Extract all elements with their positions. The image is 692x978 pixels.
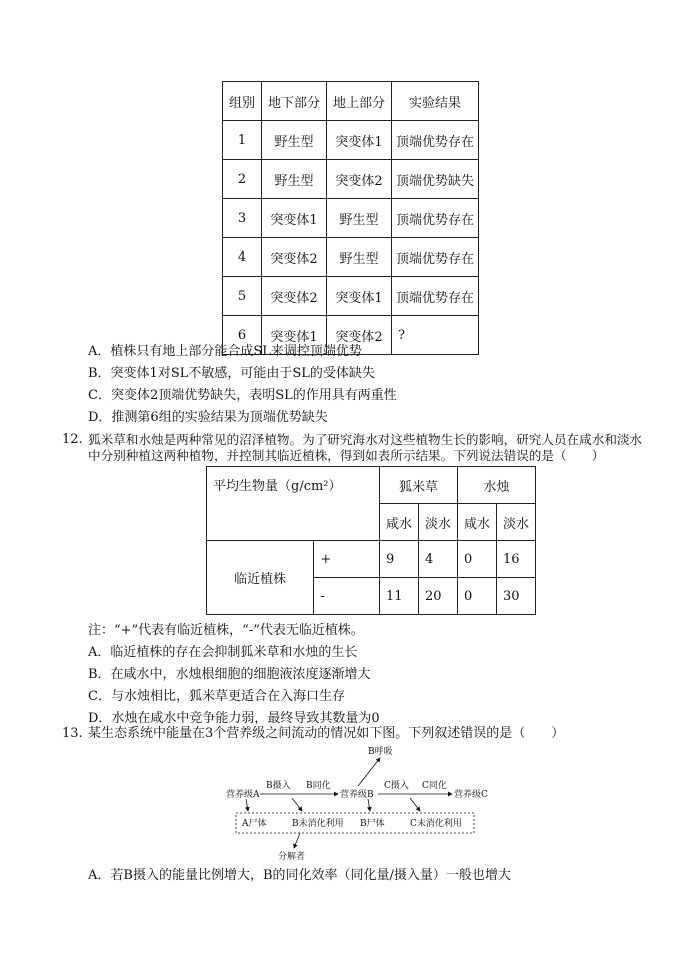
q11-option-d: D．推测第6组的实验结果为顶端优势缺失 [88,410,328,425]
table-cell: 0 [458,541,497,578]
row-sign: + [314,541,380,578]
a-corpse-label: A尸体 [242,819,267,829]
col-header: 地上部分 [327,82,392,121]
q12-stem-line1: 狐米草和水烛是两种常见的沼泽植物。为了研究海水对这些植物生长的影响，研究人员在咸水和淡水 [88,432,643,447]
decomposer-arrow [294,833,300,848]
col-subheader: 咸水 [380,504,419,541]
table-cell: 顶端优势存在 [392,199,479,238]
table-cell: 突变体2 [327,160,392,199]
down-arrow [368,799,370,811]
table-cell: 1 [223,121,262,160]
c-unused-label: C未消化利用 [410,819,462,829]
q11-option-b: B．突变体1对SL不敏感，可能由于SL的受体缺失 [88,366,375,381]
table-cell: 20 [419,578,458,615]
table-cell: 5 [223,277,262,316]
table-cell: 野生型 [327,238,392,277]
table-cell: 突变体1 [327,121,392,160]
table-row [223,238,479,277]
energy-flow-diagram [218,742,498,864]
level-a-label: 营养级A [226,790,260,800]
q11-option-c: C．突变体2顶端优势缺失，表明SL的作用具有两重性 [88,388,397,403]
respiration-arrow [358,758,380,786]
b-unused-label: B未消化利用 [292,819,344,829]
table-cell: 突变体2 [262,277,327,316]
table-cell: 6 [223,316,262,355]
table-cell: 9 [380,541,419,578]
table-cell: 野生型 [262,121,327,160]
col-header: 地下部分 [262,82,327,121]
table-row [207,541,536,578]
q13-option-a: A．若B摄入的能量比例增大，B的同化效率（同化量/摄入量）一般也增大 [88,868,511,883]
row-label: 临近植株 [207,541,314,615]
q12-number: 12. [62,432,83,447]
table-header-row [207,467,536,504]
q12-option-c: C．与水烛相比，狐米草更适合在入海口生存 [88,689,345,704]
table-row [223,121,479,160]
table-cell: 顶端优势缺失 [392,160,479,199]
table-cell: 4 [223,238,262,277]
down-arrow [246,799,248,811]
b-corpse-label: B尸体 [360,819,385,829]
q13-number: 13. [62,726,83,741]
table-cell: ? [392,316,479,355]
table-cell: 野生型 [262,160,327,199]
b-assim-label: B同化 [306,781,331,791]
q12-option-b: B．在咸水中，水烛根细胞的细胞液浓度逐渐增大 [88,667,371,682]
down-arrow [292,798,302,811]
col-subheader: 淡水 [419,504,458,541]
table-row [223,277,479,316]
col-header: 组别 [223,82,262,121]
table-cell: 突变体1 [262,316,327,355]
biomass-table [206,466,536,615]
table-cell: 11 [380,578,419,615]
table-cell: 2 [223,160,262,199]
q12-option-a: A．临近植株的存在会抑制狐米草和水烛的生长 [88,645,358,660]
b-intake-label: B摄入 [266,781,291,791]
table-cell: 野生型 [327,199,392,238]
q12-note: 注：“+”代表有临近植株，“-”代表无临近植株。 [88,623,364,638]
table-cell: 突变体2 [327,316,392,355]
table-cell: 顶端优势存在 [392,277,479,316]
level-b-label: 营养级B [340,790,374,800]
col-subheader: 咸水 [458,504,497,541]
table-header-row [223,82,479,121]
decomposer-label: 分解者 [278,852,306,862]
table-cell: 突变体2 [262,238,327,277]
table-corner: 平均生物量（g/cm²） [207,467,380,541]
level-c-label: 营养级C [454,790,488,800]
q11-option-a: A．植株只有地上部分能合成SL来调控顶端优势 [88,344,362,359]
q12-option-d: D．水烛在咸水中竞争能力弱，最终导致其数量为0 [88,711,380,726]
table-row [223,199,479,238]
c-assim-label: C同化 [422,781,447,791]
table-cell: 0 [458,578,497,615]
down-arrow [410,798,420,811]
table-cell: 顶端优势存在 [392,238,479,277]
q13-stem: 某生态系统中能量在3个营养级之间流动的情况如下图。下列叙述错误的是（ ） [88,726,565,741]
table-cell: 4 [419,541,458,578]
q12-stem-line2: 中分别种植这两种植物，并控制其临近植株，得到如表所示结果。下列说法错误的是（ ） [88,448,605,463]
table-cell: 突变体1 [262,199,327,238]
table-cell: 3 [223,199,262,238]
col-header: 狐米草 [380,467,458,504]
c-intake-label: C摄入 [384,781,409,791]
col-header: 实验结果 [392,82,479,121]
table-cell: 30 [497,578,536,615]
col-subheader: 淡水 [497,504,536,541]
row-sign: - [314,578,380,615]
table-cell: 16 [497,541,536,578]
table-row [223,160,479,199]
table-cell: 顶端优势存在 [392,121,479,160]
col-header: 水烛 [458,467,536,504]
table-cell: 突变体1 [327,277,392,316]
b-resp-label: B呼吸 [368,747,393,757]
experiment-table [222,81,479,355]
